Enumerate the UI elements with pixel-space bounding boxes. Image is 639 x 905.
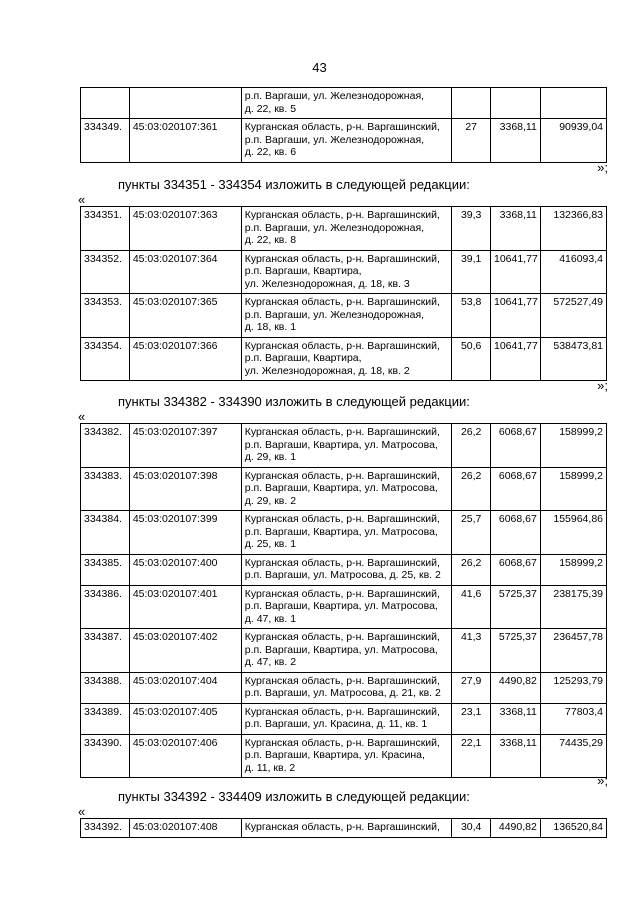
- total-value-cell: 125293,79: [540, 672, 606, 703]
- table-row: [81, 703, 607, 734]
- address-cell: [241, 250, 452, 294]
- row-number-cell: [81, 88, 130, 119]
- unit-price-cell: 6068,67: [490, 467, 540, 511]
- table-row: [81, 424, 607, 468]
- address-line: Курганская область, р-н. Варгашинский,: [244, 339, 440, 352]
- total-value-cell: 158999,2: [540, 554, 606, 585]
- total-value-cell: 155964,86: [540, 511, 606, 555]
- table-row: [81, 294, 607, 338]
- area-value-cell: 26,2: [452, 467, 491, 511]
- table-row: [81, 88, 607, 119]
- address-line: Курганская область, р-н. Варгашинский,: [244, 587, 440, 600]
- area-value-cell: 27: [452, 119, 491, 163]
- amendment-instruction-1: пункты 334351 - 334354 изложить в следующей редакции:: [118, 177, 470, 192]
- unit-price-cell: 10641,77: [490, 294, 540, 338]
- address-line: р.п. Варгаши, Квартира, ул. Матросова,: [244, 438, 438, 451]
- unit-price-cell: 10641,77: [490, 337, 540, 381]
- address-line: Курганская область, р-н. Варгашинский,: [244, 631, 440, 643]
- address-cell: [241, 119, 452, 163]
- area-value-cell: 25,7: [452, 511, 491, 555]
- address-line: Курганская область, р-н. Варгашинский,: [244, 209, 440, 221]
- address-cell: [241, 294, 452, 338]
- row-number-cell: 334383.: [81, 467, 130, 511]
- address-line: р.п. Варгаши, ул. Железнодорожная,: [244, 308, 425, 321]
- address-line: р.п. Варгаши, Квартира,: [244, 265, 362, 277]
- cadastral-number-cell: 45:03:020107:404: [129, 672, 241, 703]
- cadastral-number-cell: 45:03:020107:365: [129, 294, 241, 338]
- cadastral-number-cell: [129, 88, 241, 119]
- unit-price-cell: [490, 88, 540, 119]
- row-number-cell: 334386.: [81, 585, 130, 629]
- address-line: д. 11, кв. 2: [244, 761, 296, 774]
- total-value-cell: 74435,29: [540, 734, 606, 778]
- cadastral-number-cell: 45:03:020107:402: [129, 629, 241, 673]
- address-cell: [241, 511, 452, 555]
- address-line: д. 29, кв. 1: [244, 451, 297, 463]
- table-row: [81, 672, 607, 703]
- table-row: [81, 819, 607, 838]
- area-value-cell: 39,1: [452, 250, 491, 294]
- address-line: Курганская область, р-н. Варгашинский,: [244, 513, 440, 525]
- cadastral-number-cell: 45:03:020107:405: [129, 703, 241, 734]
- address-line: д. 47, кв. 2: [244, 656, 297, 668]
- table-row: [81, 250, 607, 294]
- unit-price-cell: 4490,82: [490, 819, 540, 838]
- area-value-cell: 39,3: [452, 207, 491, 251]
- address-line: р.п. Варгаши, Квартира, ул. Матросова,: [244, 482, 438, 494]
- cadastral-number-cell: 45:03:020107:363: [129, 207, 241, 251]
- unit-price-cell: 6068,67: [490, 511, 540, 555]
- row-number-cell: 334392.: [81, 819, 130, 838]
- cadastral-number-cell: 45:03:020107:399: [129, 511, 241, 555]
- address-line: Курганская область, р-н. Варгашинский,: [244, 736, 440, 749]
- table-row: [81, 467, 607, 511]
- address-line: Курганская область, р-н. Варгашинский,: [244, 674, 440, 687]
- address-line: д. 25, кв. 1: [244, 538, 297, 550]
- address-line: р.п. Варгаши, ул. Матросова, д. 25, кв. 2: [244, 569, 441, 581]
- cadastral-number-cell: 45:03:020107:398: [129, 467, 241, 511]
- address-line: ул. Железнодорожная, д. 18, кв. 2: [244, 364, 410, 377]
- address-line: д. 22, кв. 5: [244, 102, 297, 115]
- opening-quote-3: «: [78, 804, 86, 819]
- table-row: [81, 554, 607, 585]
- unit-price-cell: 10641,77: [490, 250, 540, 294]
- area-value-cell: [452, 88, 491, 119]
- area-value-cell: 41,6: [452, 585, 491, 629]
- unit-price-cell: 3368,11: [490, 207, 540, 251]
- total-value-cell: 90939,04: [540, 119, 606, 163]
- opening-quote-1: «: [78, 192, 86, 207]
- total-value-cell: [540, 88, 606, 119]
- address-line: д. 22, кв. 6: [244, 146, 297, 158]
- address-line: д. 18, кв. 1: [244, 321, 297, 333]
- closing-quote-2: »;: [597, 378, 608, 393]
- address-line: Курганская область, р-н. Варгашинский,: [244, 121, 440, 133]
- address-line: р.п. Варгаши, Квартира, ул. Матросова,: [244, 643, 438, 656]
- area-value-cell: 26,2: [452, 424, 491, 468]
- address-cell: [241, 734, 452, 778]
- address-line: д. 29, кв. 2: [244, 494, 297, 507]
- cadastral-number-cell: 45:03:020107:406: [129, 734, 241, 778]
- address-cell: [241, 207, 452, 251]
- unit-price-cell: 6068,67: [490, 554, 540, 585]
- total-value-cell: 158999,2: [540, 467, 606, 511]
- total-value-cell: 132366,83: [540, 207, 606, 251]
- unit-price-cell: 3368,11: [490, 703, 540, 734]
- row-number-cell: 334353.: [81, 294, 130, 338]
- row-number-cell: 334352.: [81, 250, 130, 294]
- cadastral-number-cell: 45:03:020107:366: [129, 337, 241, 381]
- area-value-cell: 23,1: [452, 703, 491, 734]
- registry-table-4: [80, 818, 607, 838]
- table-row: [81, 585, 607, 629]
- address-cell: [241, 424, 452, 468]
- unit-price-cell: 5725,37: [490, 585, 540, 629]
- unit-price-cell: 6068,67: [490, 424, 540, 468]
- unit-price-cell: 5725,37: [490, 629, 540, 673]
- total-value-cell: 572527,49: [540, 294, 606, 338]
- amendment-instruction-2: пункты 334382 - 334390 изложить в следующей редакции:: [118, 394, 470, 409]
- row-number-cell: 334384.: [81, 511, 130, 555]
- address-line: Курганская область, р-н. Варгашинский,: [244, 426, 440, 438]
- address-line: Курганская область, р-н. Варгашинский,: [244, 469, 440, 482]
- registry-table-1: [80, 87, 607, 163]
- address-line: Курганская область, р-н. Варгашинский,: [244, 705, 440, 718]
- area-value-cell: 30,4: [452, 819, 491, 838]
- address-line: р.п. Варгаши, ул. Железнодорожная,: [244, 90, 425, 102]
- address-line: д. 47, кв. 1: [244, 612, 297, 625]
- cadastral-number-cell: 45:03:020107:408: [129, 819, 241, 838]
- cadastral-number-cell: 45:03:020107:397: [129, 424, 241, 468]
- area-value-cell: 41,3: [452, 629, 491, 673]
- address-line: Курганская область, р-н. Варгашинский,: [244, 556, 440, 569]
- amendment-instruction-3: пункты 334392 - 334409 изложить в следующей редакции:: [118, 789, 470, 804]
- address-line: р.п. Варгаши, ул. Красина, д. 11, кв. 1: [244, 718, 428, 730]
- address-cell: [241, 629, 452, 673]
- address-cell: [241, 88, 452, 119]
- registry-table-3: [80, 423, 607, 778]
- address-line: р.п. Варгаши, Квартира, ул. Матросова,: [244, 600, 438, 612]
- address-line: Курганская область, р-н. Варгашинский,: [244, 252, 440, 265]
- area-value-cell: 22,1: [452, 734, 491, 778]
- row-number-cell: 334351.: [81, 207, 130, 251]
- table-row: [81, 337, 607, 381]
- address-line: р.п. Варгаши, Квартира, ул. Матросова,: [244, 525, 438, 538]
- total-value-cell: 136520,84: [540, 819, 606, 838]
- page-number: 43: [312, 60, 327, 75]
- cadastral-number-cell: 45:03:020107:401: [129, 585, 241, 629]
- row-number-cell: 334385.: [81, 554, 130, 585]
- area-value-cell: 27,9: [452, 672, 491, 703]
- row-number-cell: 334390.: [81, 734, 130, 778]
- address-cell: [241, 819, 452, 838]
- total-value-cell: 236457,78: [540, 629, 606, 673]
- address-cell: [241, 585, 452, 629]
- table-row: [81, 207, 607, 251]
- address-line: р.п. Варгаши, ул. Железнодорожная,: [244, 221, 425, 234]
- address-cell: [241, 467, 452, 511]
- unit-price-cell: 3368,11: [490, 119, 540, 163]
- address-line: р.п. Варгаши, ул. Железнодорожная,: [244, 133, 425, 146]
- unit-price-cell: 3368,11: [490, 734, 540, 778]
- closing-quote-3: »;: [597, 773, 608, 788]
- table-row: [81, 119, 607, 163]
- address-cell: [241, 337, 452, 381]
- row-number-cell: 334388.: [81, 672, 130, 703]
- total-value-cell: 158999,2: [540, 424, 606, 468]
- row-number-cell: 334349.: [81, 119, 130, 163]
- address-line: д. 22, кв. 8: [244, 234, 297, 246]
- address-cell: [241, 703, 452, 734]
- cadastral-number-cell: 45:03:020107:361: [129, 119, 241, 163]
- address-line: р.п. Варгаши, Квартира, ул. Красина,: [244, 749, 425, 761]
- cadastral-number-cell: 45:03:020107:364: [129, 250, 241, 294]
- area-value-cell: 50,6: [452, 337, 491, 381]
- row-number-cell: 334382.: [81, 424, 130, 468]
- row-number-cell: 334387.: [81, 629, 130, 673]
- closing-quote-1: »;: [597, 160, 608, 175]
- total-value-cell: 538473,81: [540, 337, 606, 381]
- table-row: [81, 734, 607, 778]
- cadastral-number-cell: 45:03:020107:400: [129, 554, 241, 585]
- address-line: ул. Железнодорожная, д. 18, кв. 3: [244, 277, 410, 290]
- opening-quote-2: «: [78, 409, 86, 424]
- unit-price-cell: 4490,82: [490, 672, 540, 703]
- area-value-cell: 53,8: [452, 294, 491, 338]
- total-value-cell: 416093,4: [540, 250, 606, 294]
- area-value-cell: 26,2: [452, 554, 491, 585]
- row-number-cell: 334354.: [81, 337, 130, 381]
- address-line: р.п. Варгаши, ул. Матросова, д. 21, кв. 2: [244, 687, 441, 699]
- total-value-cell: 238175,39: [540, 585, 606, 629]
- registry-table-2: [80, 206, 607, 381]
- address-line: Курганская область, р-н. Варгашинский,: [244, 296, 440, 308]
- address-cell: [241, 554, 452, 585]
- total-value-cell: 77803,4: [540, 703, 606, 734]
- table-row: [81, 629, 607, 673]
- address-line: Курганская область, р-н. Варгашинский,: [244, 821, 440, 833]
- address-cell: [241, 672, 452, 703]
- row-number-cell: 334389.: [81, 703, 130, 734]
- table-row: [81, 511, 607, 555]
- address-line: р.п. Варгаши, Квартира,: [244, 352, 362, 364]
